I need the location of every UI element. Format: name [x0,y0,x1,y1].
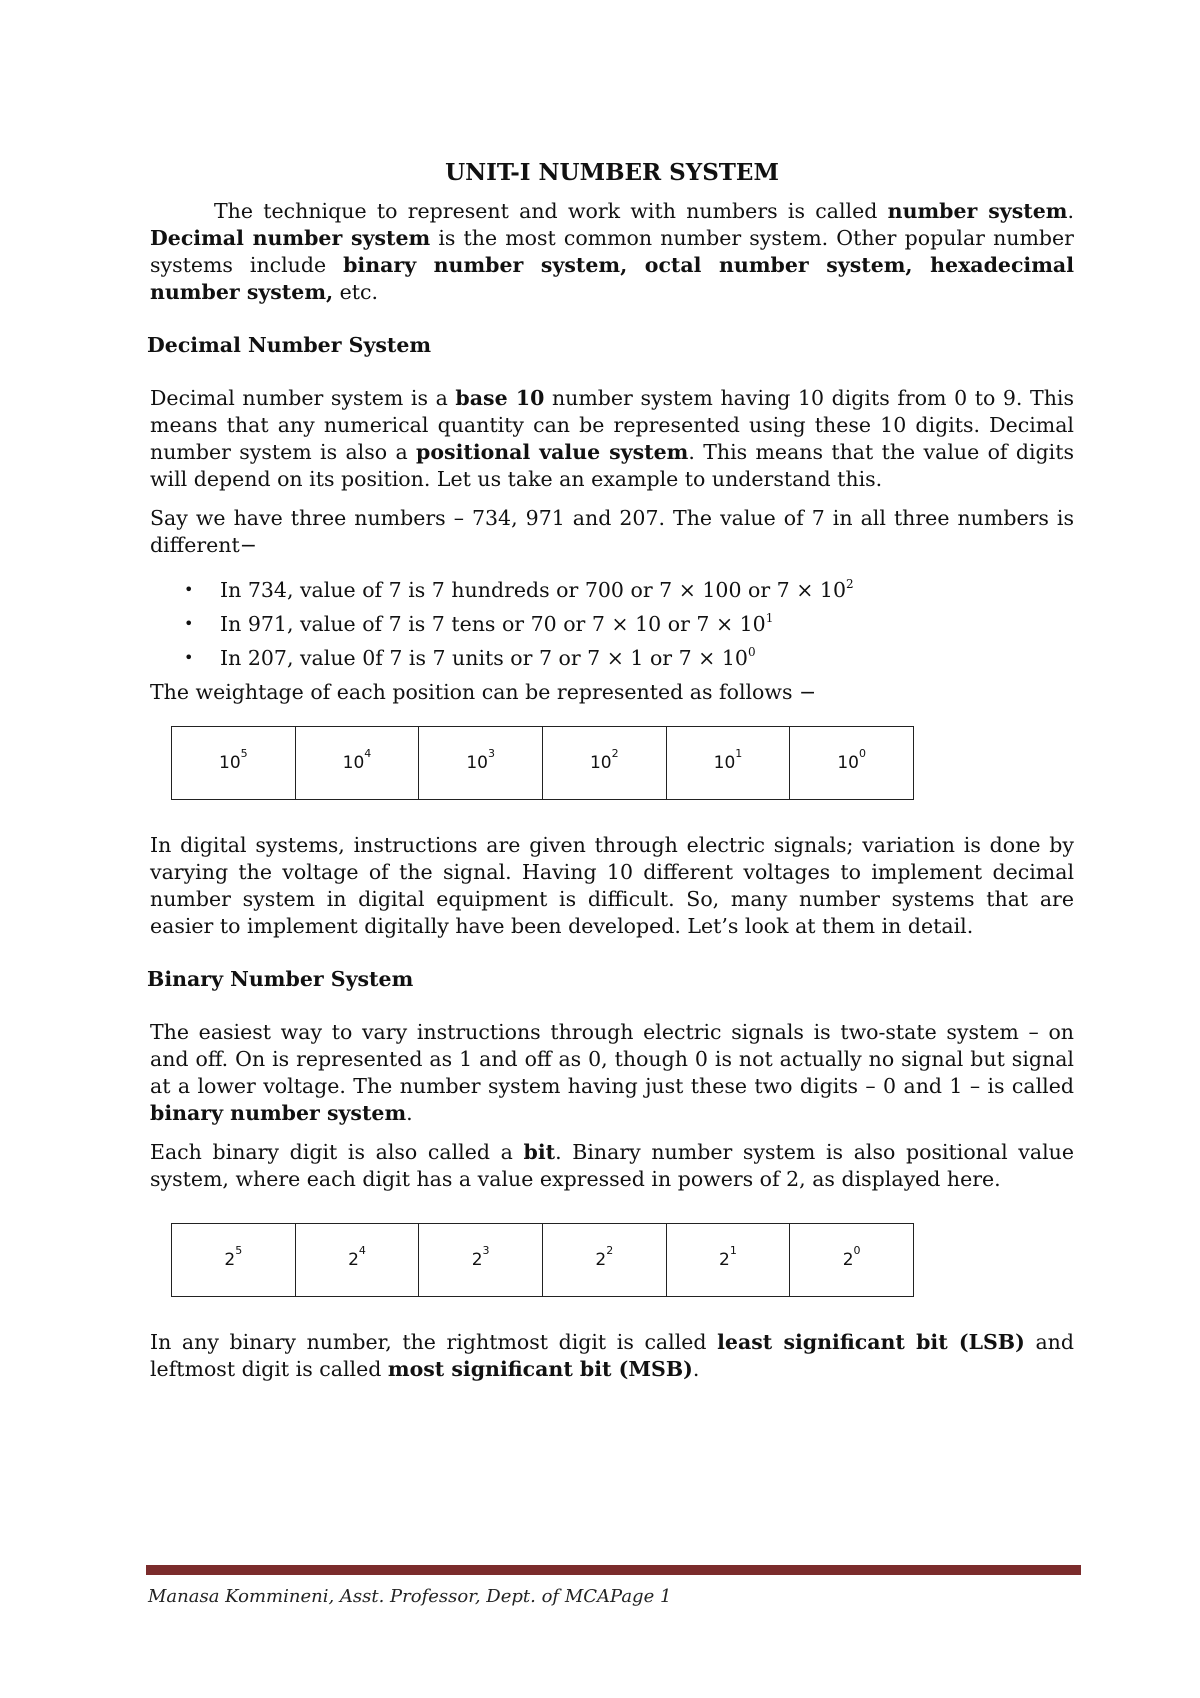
bullet-icon: • [184,580,194,599]
footer-rule [146,1565,1081,1575]
page-title: UNIT-I NUMBER SYSTEM [445,159,779,186]
document-body [147,158,1074,1383]
decimal-p1-text-1: Decimal number system is a [150,386,456,410]
decimal-example-list [150,577,1074,671]
binary-p3-text-1: In any binary number, the rightmost digit is called [150,1330,718,1354]
binary-p1-text-1: The easiest way to vary instructions through electric signals is two-state system – on and off. On is represented as 1 and off as 0, though 0 is not actually no signal but signal at a lower voltage. The number system having just these two digits – 0 and 1 – is called [150,1020,1074,1098]
table-cell [666,1224,790,1297]
cell-exponent: 5 [240,746,248,760]
binary-paragraph-1 [150,1019,1074,1127]
intro-bold-1: number system [887,199,1068,223]
intro-text-3: is the most common number system. Other popular number systems include [150,226,1074,277]
intro-text-4: etc. [333,280,379,304]
list-item-text: In 971, value of 7 is 7 tens or 70 or 7 × 10 or 7 × 10 [220,612,766,636]
binary-heading: Binary Number System [147,967,414,991]
decimal-p1-bold-1: base 10 [455,386,545,410]
page-footer: Manasa Kommineni, Asst. Professor, Dept. of MCAPage 1 [148,1586,672,1607]
decimal-paragraph-2: Say we have three numbers – 734, 971 and 207. The value of 7 in all three numbers is different− [150,506,1074,557]
table-cell [172,727,296,800]
intro-bold-3: binary number system, octal number system, hexadecimal number system, [150,253,1074,304]
binary-p2-text-1: Each binary digit is also called a [150,1140,524,1164]
binary-p3-text-2: and leftmost digit is called [150,1330,1074,1381]
list-item-exponent: 0 [747,645,756,660]
cell-exponent: 1 [729,1243,737,1257]
cell-exponent: 3 [487,746,495,760]
bullet-icon: • [184,614,194,633]
cell-exponent: 5 [235,1243,243,1257]
decimal-p1-text-3: . This means that the value of digits will depend on its position. Let us take an example to understand this. [150,440,1074,491]
intro-paragraph [150,198,1074,306]
decimal-p1-bold-2: positional value system [416,440,689,464]
binary-paragraph-2 [150,1139,1074,1193]
cell-exponent: 0 [853,1243,861,1257]
table-cell [172,1224,296,1297]
binary-weight-table [171,1223,914,1297]
decimal-heading: Decimal Number System [147,333,432,357]
cell-base: 2 [224,1249,236,1270]
cell-exponent: 4 [358,1243,366,1257]
list-item [150,645,1074,671]
list-item-exponent: 2 [846,577,854,592]
cell-exponent: 1 [735,746,743,760]
table-cell [295,727,419,800]
cell-exponent: 2 [606,1243,614,1257]
table-row [172,1224,914,1297]
intro-text-1: The technique to represent and work with numbers is called [214,199,888,223]
table-row [172,727,914,800]
binary-p2-text-2: . Binary number system is also positional value system, where each digit has a value expressed in powers of 2, as displayed here. [150,1140,1074,1191]
cell-exponent: 3 [482,1243,490,1257]
cell-base: 10 [342,752,365,773]
decimal-p1-text-2: number system having 10 digits from 0 to 9. This means that any numerical quantity can be represented using these 10 digits. Decimal number system is also a [150,386,1074,464]
cell-exponent: 4 [364,746,372,760]
intro-bold-2: Decimal number system [150,226,431,250]
binary-p2-bold-1: bit [523,1140,556,1164]
list-item-text: In 207, value 0f 7 is 7 units or 7 or 7 × 1 or 7 × 10 [220,646,748,670]
table-cell [790,1224,914,1297]
cell-base: 2 [719,1249,730,1270]
cell-base: 10 [837,752,859,773]
cell-base: 2 [595,1249,607,1270]
cell-exponent: 0 [858,746,866,760]
binary-p3-text-3: . [692,1357,700,1381]
bullet-icon: • [184,648,194,667]
list-item-text: In 734, value of 7 is 7 hundreds or 700 or 7 × 100 or 7 × 10 [220,578,847,602]
cell-base: 10 [466,752,488,773]
binary-p3-bold-2: most significant bit (MSB) [387,1357,693,1381]
table-cell [666,727,790,800]
cell-base: 2 [842,1249,854,1270]
decimal-paragraph-4: In digital systems, instructions are given through electric signals; variation is done by varying the voltage of the signal. Having 10 different voltages to implement decimal number system in digital equipment is difficult. So, many number systems that are easier to implement digitally have been developed. Let’s look at them in detail. [150,833,1074,938]
cell-base: 10 [219,752,241,773]
cell-exponent: 2 [611,746,619,760]
table-cell [790,727,914,800]
binary-p3-bold-1: least significant bit (LSB) [717,1330,1025,1354]
table-cell [295,1224,419,1297]
cell-base: 10 [589,752,612,773]
intro-text-2: . [1067,199,1074,223]
binary-p1-bold-1: binary number system [150,1101,407,1125]
list-item-exponent: 1 [765,611,774,626]
table-cell [419,1224,543,1297]
decimal-paragraph-3: The weightage of each position can be represented as follows − [150,680,817,704]
table-cell [419,727,543,800]
table-cell [542,1224,666,1297]
cell-base: 2 [348,1249,359,1270]
cell-base: 2 [471,1249,483,1270]
list-item [150,611,1074,637]
list-item [150,577,1074,603]
decimal-paragraph-1 [150,385,1074,493]
binary-paragraph-3 [150,1329,1074,1383]
cell-base: 10 [713,752,736,773]
binary-p1-text-2: . [406,1101,413,1125]
table-cell [542,727,666,800]
decimal-weight-table [171,726,914,800]
